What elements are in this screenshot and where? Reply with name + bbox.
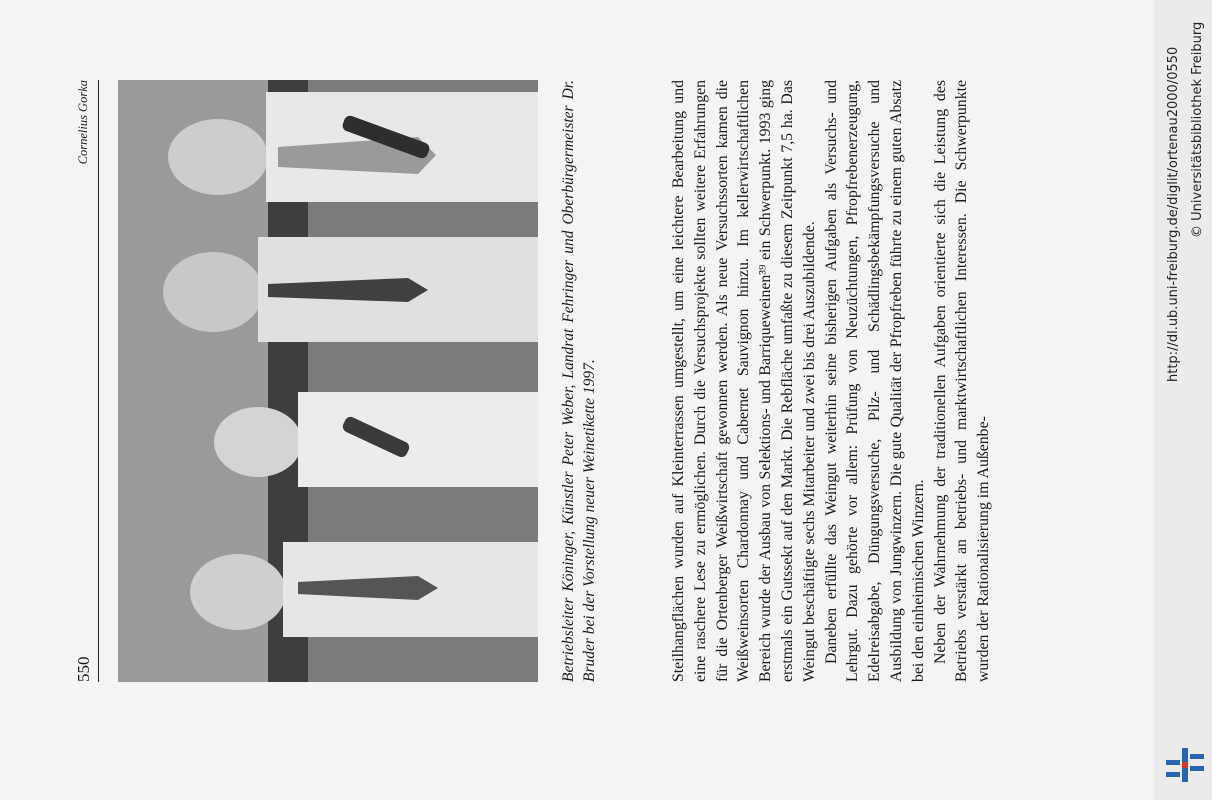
- running-header: [72, 80, 99, 682]
- photo-caption: Betriebsleiter Köninger, Künstler Peter Weber, Landrat Fehringer und Oberbürgermeister Dr. Bruder bei der Vorstellung neuer Weinetikette 1997.: [560, 80, 598, 682]
- source-url-link[interactable]: http://dl.ub.uni-freiburg.de/diglit/ortenau2000/0550: [1166, 46, 1181, 382]
- running-head-author: Cornelius Gorka: [76, 80, 90, 165]
- paragraph: Steilhangflächen wurden auf Kleinterrassen umgestellt, um eine leichtere Bearbeitung und eine raschere Lese zu ermöglichen. Durch die Versuchsprojekte sollten weitere Erfahrungen für die Ortenberger Weißwirtschaft gewonnen werden. Als neue Versuchssorten kamen die Weißweinsorten Chardonnay und Cabernet Sauvignon hinzu. Im kellerwirtschaftlichen Bereich wurde der Ausbau von Selektions- und Barriqueweinen³⁹ ein Schwerpunkt. 1993 ging erstmals ein Gutssekt auf den Markt. Die Rebfläche umfaßte zu diesem Zeitpunkt 7,5 ha. Das Weingut beschäftigte sechs Mitarbeiter und zwei bis drei Auszubildende.: [670, 80, 818, 682]
- photo-illustration: [118, 80, 538, 682]
- paragraph: Daneben erfüllte das Weingut weiterhin seine bisherigen Aufgaben als Versuchs- und Lehrgut. Dazu gehörte vor allem: Prüfung von Neuzüchtungen, Pfropfrebenerzeugung, Edelreisabgabe, Düngungsversuche, Pilz- und Schädlingsbekämpfungsversuche und Ausbildung von Jungwinzern. Die gute Qualität der Pfropfreben führte zu einem guten Absatz bei den einheimischen Winzern.: [822, 80, 927, 682]
- person-1: [190, 542, 538, 637]
- copyright-notice: © Universitätsbibliothek Freiburg: [1190, 21, 1205, 238]
- group-photo: [118, 80, 538, 682]
- body-text: [668, 80, 995, 682]
- library-logo-icon[interactable]: [1162, 746, 1206, 784]
- page-number: 550: [74, 656, 93, 682]
- paragraph: Neben der Wahrnehmung der traditionellen Aufgaben orientierte sich die Leistung des Betriebs verstärkt an betriebs- und marktwirtschaftlichen Interessen. Die Schwerpunkte wurden der Rationalisierung im Außenbe-: [931, 80, 993, 682]
- person-3: [163, 237, 538, 342]
